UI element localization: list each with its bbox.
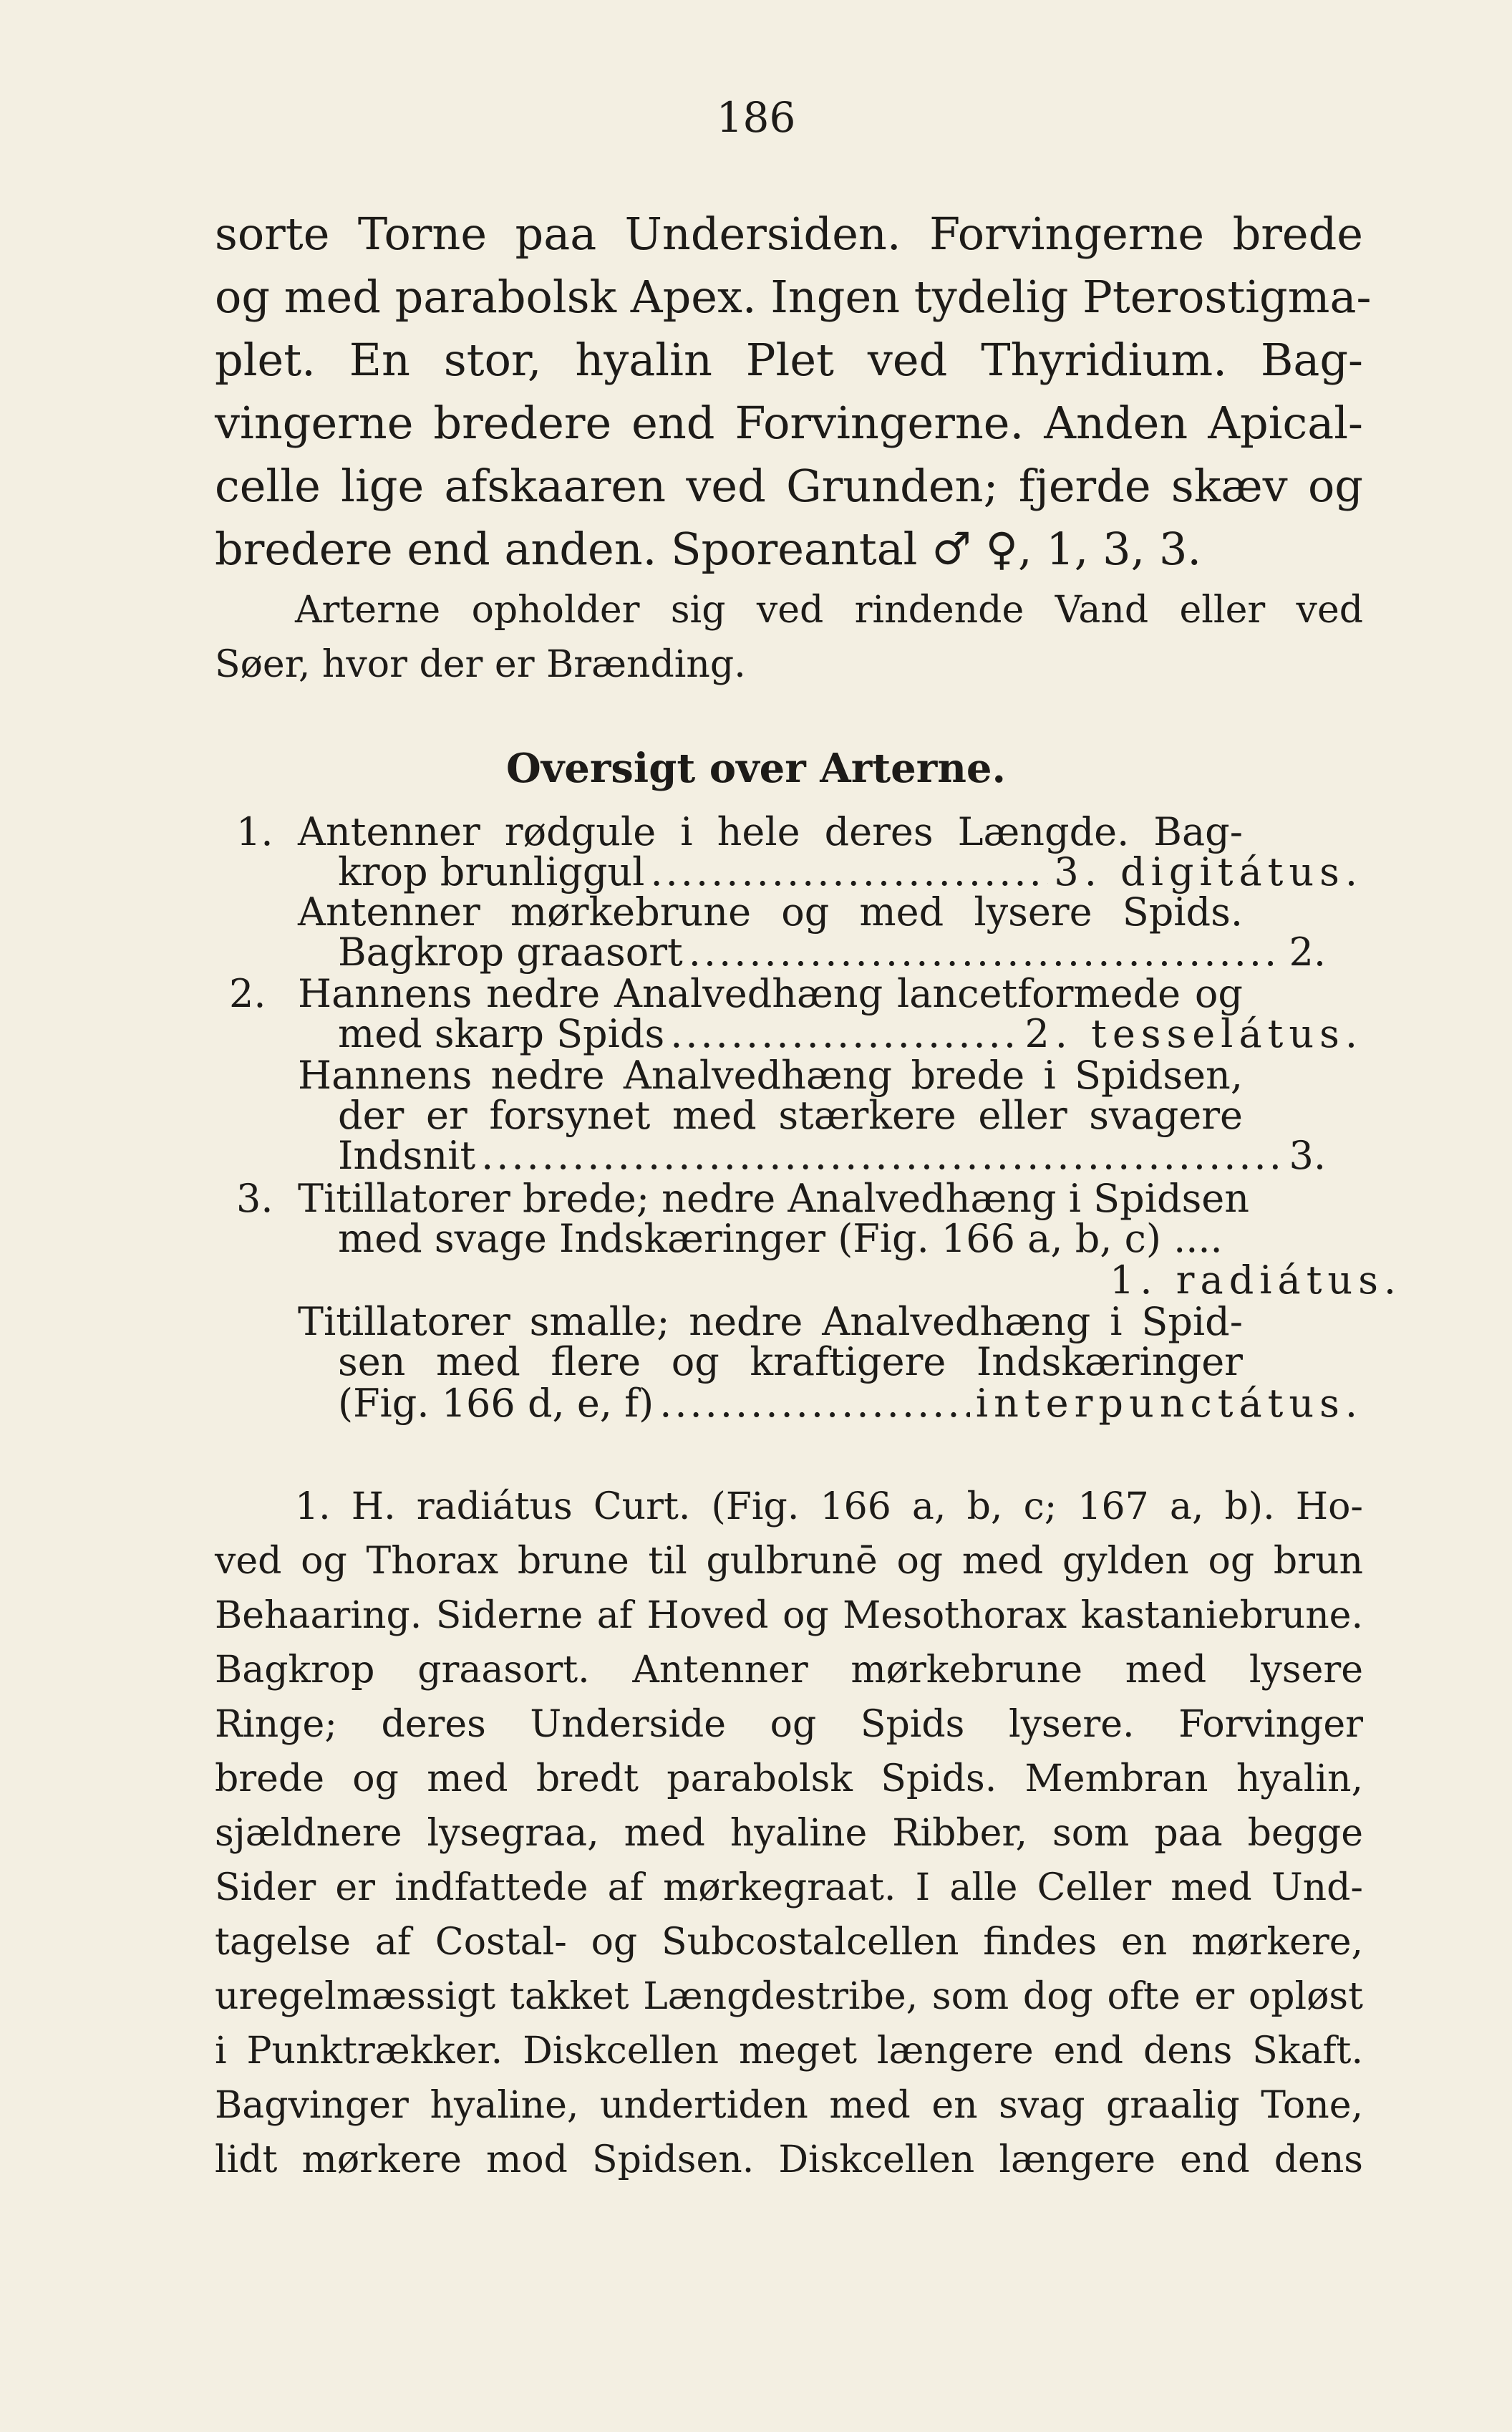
key-result: interpunctátus. bbox=[975, 1381, 1363, 1426]
text-line: uregelmæssigt takket Længdestribe, som dog ofte er opløst bbox=[215, 1975, 1363, 2018]
text-line: celle lige afskaaren ved Grunden; fjerde skæv og bbox=[215, 460, 1363, 512]
text-line: Bagkrop graasort. Antenner mørkebrune med lysere bbox=[215, 1649, 1363, 1692]
key-number: 1. bbox=[236, 809, 273, 854]
text-line: tagelse af Costal- og Subcostalcellen findes en mørkere, bbox=[215, 1921, 1363, 1964]
key-result: 1. radiátus. bbox=[1110, 1258, 1402, 1303]
key-text: Indsnit bbox=[338, 1133, 476, 1178]
dot-leader bbox=[659, 1381, 970, 1426]
dot-leader bbox=[670, 1011, 1019, 1056]
key-text: (Fig. 166 d, e, f) bbox=[338, 1381, 654, 1426]
dot-leader bbox=[481, 1133, 1283, 1178]
key-line: med svage Indskæringer (Fig. 166 a, b, c) .... bbox=[338, 1216, 1223, 1261]
key-result: 2. bbox=[1289, 930, 1326, 975]
key-text: med skarp Spids bbox=[338, 1011, 665, 1056]
key-number: 3. bbox=[236, 1176, 273, 1221]
key-result: 3. bbox=[1289, 1133, 1326, 1178]
key-number: 2. bbox=[229, 971, 266, 1016]
key-text: Bagkrop graasort bbox=[338, 930, 683, 975]
section-heading: Oversigt over Arterne. bbox=[505, 745, 1007, 792]
text-line: og med parabolsk Apex. Ingen tydelig Pterostigma- bbox=[215, 271, 1372, 323]
dot-leader bbox=[689, 930, 1284, 975]
key-line: Titillatorer brede; nedre Analvedhæng i Spidsen bbox=[298, 1176, 1250, 1221]
text-line: Behaaring. Siderne af Hoved og Mesothorax kastaniebrune. bbox=[215, 1594, 1363, 1637]
key-line bbox=[338, 1381, 1363, 1426]
text-line: lidt mørkere mod Spidsen. Diskcellen længere end dens bbox=[215, 2138, 1363, 2181]
text-line: sjældnere lysegraa, med hyaline Ribber, som paa begge bbox=[215, 1812, 1363, 1855]
text-line: ved og Thorax brune til gulbrunē og med gylden og brun bbox=[215, 1540, 1363, 1583]
text-line: i Punktrækker. Diskcellen meget længere end dens Skaft. bbox=[215, 2030, 1363, 2072]
dot-leader bbox=[650, 849, 1048, 894]
key-line: Antenner mørkebrune og med lysere Spids. bbox=[298, 889, 1243, 935]
key-line bbox=[338, 930, 1326, 975]
text-line: vingerne bredere end Forvingerne. Anden Apical- bbox=[215, 397, 1363, 449]
text-line: Arterne opholder sig ved rindende Vand eller ved bbox=[295, 589, 1363, 632]
text-line: sorte Torne paa Undersiden. Forvingerne brede bbox=[215, 208, 1363, 260]
key-line: der er forsynet med stærkere eller svagere bbox=[338, 1093, 1243, 1138]
key-line: Titillatorer smalle; nedre Analvedhæng i Spid- bbox=[298, 1299, 1243, 1344]
key-line: sen med flere og kraftigere Indskæringer bbox=[338, 1339, 1243, 1384]
key-result: 2. tesselátus. bbox=[1024, 1011, 1363, 1056]
key-line: Hannens nedre Analvedhæng brede i Spidsen, bbox=[298, 1053, 1243, 1098]
text-line: Sider er indfattede af mørkegraat. I alle Celler med Und- bbox=[215, 1866, 1363, 1909]
key-result: 3. digitátus. bbox=[1054, 849, 1363, 894]
key-text: krop brunliggul bbox=[338, 849, 645, 894]
text-line: Søer, hvor der er Brænding. bbox=[215, 643, 746, 686]
page-number: 186 bbox=[716, 93, 796, 142]
text-line: 1. H. radiátus Curt. (Fig. 166 a, b, c; 167 a, b). Ho- bbox=[295, 1485, 1363, 1528]
key-line: Hannens nedre Analvedhæng lancetformede og bbox=[298, 971, 1243, 1016]
key-line bbox=[338, 1011, 1363, 1056]
text-line: bredere end anden. Sporeantal ♂ ♀, 1, 3, 3. bbox=[215, 523, 1202, 575]
text-line: Bagvinger hyaline, undertiden med en svag graalig Tone, bbox=[215, 2084, 1363, 2127]
text-line: Ringe; deres Underside og Spids lysere. Forvinger bbox=[215, 1703, 1363, 1746]
text-line: plet. En stor, hyalin Plet ved Thyridium. Bag- bbox=[215, 334, 1363, 386]
key-line bbox=[338, 1133, 1326, 1178]
text-line: brede og med bredt parabolsk Spids. Membran hyalin, bbox=[215, 1757, 1363, 1800]
key-line: Antenner rødgule i hele deres Længde. Bag- bbox=[298, 809, 1243, 854]
key-line bbox=[338, 849, 1363, 894]
